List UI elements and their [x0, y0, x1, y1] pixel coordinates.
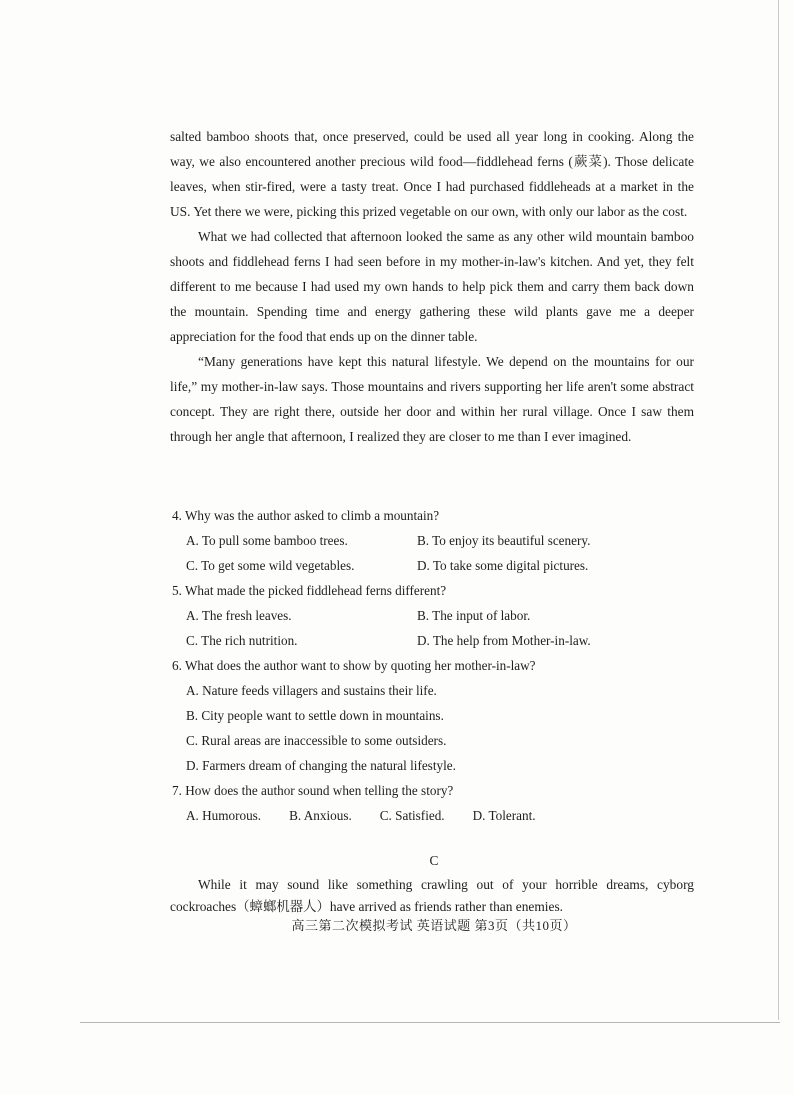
- passage-paragraph-3: “Many generations have kept this natural lifestyle. We depend on the mountains for our life,” my mother-in-law says. Those mountains and rivers supporting her life aren't some abstract concept. They are right there, outside her door and within her rural village. Once I saw them through her angle that afternoon, I realized they are closer to me than I ever imagined.: [170, 354, 694, 444]
- page-footer: 高三第二次模拟考试 英语试题 第3页（共10页）: [291, 918, 577, 933]
- question-7-options-row: [172, 803, 692, 828]
- question-5-option-b: B. The input of labor.: [417, 608, 531, 623]
- question-5-option-a: A. The fresh leaves.: [186, 608, 292, 623]
- question-4-stem: 4. Why was the author asked to climb a mountain?: [172, 508, 440, 523]
- question-7-option-c: C. Satisfied.: [379, 808, 445, 823]
- question-4-option-a: A. To pull some bamboo trees.: [186, 533, 348, 548]
- question-5-options-row-1: [172, 603, 692, 628]
- question-7-option-d: D. Tolerant.: [472, 808, 536, 823]
- section-c-intro: While it may sound like something crawling out of your horrible dreams, cyborg cockroaches（蟑螂机器人）have arrived as friends rather than enemies.: [170, 877, 694, 914]
- question-7-option-b: B. Anxious.: [289, 808, 352, 823]
- question-6-option-c: C. Rural areas are inaccessible to some outsiders.: [186, 733, 447, 748]
- question-4-option-b: B. To enjoy its beautiful scenery.: [417, 533, 591, 548]
- question-list: [172, 503, 692, 828]
- question-5-stem: 5. What made the picked fiddlehead ferns different?: [172, 583, 447, 598]
- reading-passage: [170, 124, 694, 449]
- question-5-option-c: C. The rich nutrition.: [186, 633, 298, 648]
- question-7-stem: 7. How does the author sound when telling the story?: [172, 783, 454, 798]
- question-4-options-row-2: [172, 553, 692, 578]
- question-4-option-c: C. To get some wild vegetables.: [186, 558, 355, 573]
- question-5-options-row-2: [172, 628, 692, 653]
- passage-paragraph-2: What we had collected that afternoon looked the same as any other wild mountain bamboo shoots and fiddlehead ferns I had seen before in my mother-in-law's kitchen. And yet, they felt different to me because I had used my own hands to help pick them and carry them back down the mountain. Spending time and energy gathering these wild plants gave me a deeper appreciation for the food that ends up on the dinner table.: [170, 229, 694, 344]
- scan-edge-bottom: [80, 1022, 780, 1023]
- section-c-heading: C: [429, 853, 439, 868]
- question-6-option-b: B. City people want to settle down in mountains.: [186, 708, 444, 723]
- question-7-option-a: A. Humorous.: [186, 808, 262, 823]
- question-4-options-row-1: [172, 528, 692, 553]
- question-6-option-a: A. Nature feeds villagers and sustains their life.: [186, 683, 437, 698]
- question-6-stem: 6. What does the author want to show by quoting her mother-in-law?: [172, 658, 536, 673]
- question-6-option-d: D. Farmers dream of changing the natural lifestyle.: [186, 758, 456, 773]
- passage-paragraph-1: salted bamboo shoots that, once preserved, could be used all year long in cooking. Along the way, we also encountered another precious wild food—fiddlehead ferns (蕨菜). Those delicate leaves, when stir-fired, were a tasty treat. Once I had purchased fiddleheads at a market in the US. Yet there we were, picking this prized vegetable on our own, with only our labor as the cost.: [170, 129, 694, 219]
- question-5-option-d: D. The help from Mother-in-law.: [417, 633, 591, 648]
- question-4-option-d: D. To take some digital pictures.: [417, 558, 589, 573]
